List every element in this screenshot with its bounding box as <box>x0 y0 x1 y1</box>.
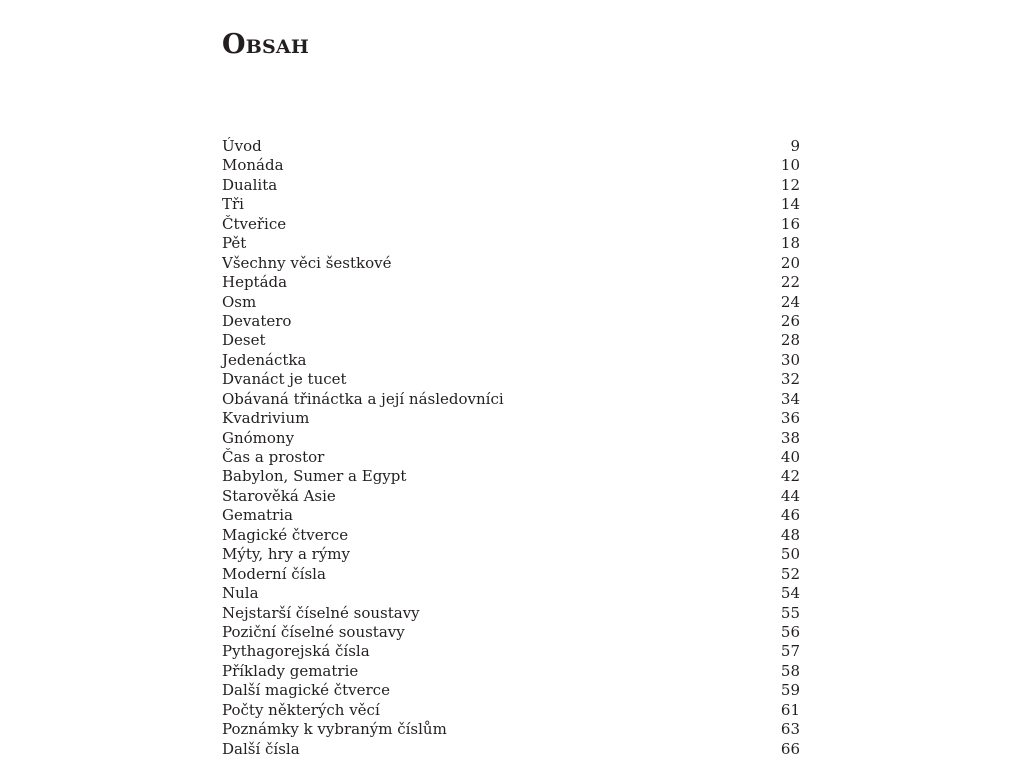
toc-entry-page-number: 28 <box>780 331 800 350</box>
toc-entry <box>222 312 800 331</box>
toc-entry <box>222 565 800 584</box>
toc-entry <box>222 545 800 564</box>
toc-entry-title: Čas a prostor <box>222 448 325 466</box>
toc-entry-title: Úvod <box>222 137 262 155</box>
toc-entry-page-number: 22 <box>780 273 800 292</box>
toc-entry-title: Nula <box>222 584 259 603</box>
toc-entry <box>222 662 800 681</box>
toc-entry-title: Osm <box>222 292 257 311</box>
toc-entry <box>222 370 800 389</box>
toc-entry-title: Kvadrivium <box>222 409 310 428</box>
toc-entry-title: Další magické čtverce <box>222 681 390 700</box>
toc-entry <box>222 681 800 700</box>
toc-entry-title: Pět <box>222 234 247 253</box>
toc-entry-page-number: 9 <box>790 137 800 155</box>
toc-entry <box>222 584 800 603</box>
toc-entry-page-number: 34 <box>780 389 800 408</box>
toc-entry-page-number: 38 <box>780 428 800 447</box>
table-of-contents <box>222 137 800 759</box>
toc-entry <box>222 351 800 370</box>
toc-entry-page-number: 40 <box>780 448 800 466</box>
toc-entry-title: Dualita <box>222 175 278 194</box>
toc-entry-title: Gematria <box>222 506 293 525</box>
toc-entry-page-number: 24 <box>780 292 800 311</box>
toc-entry <box>222 176 800 195</box>
toc-entry-title: Obávaná třináctka a její následovníci <box>222 389 504 408</box>
toc-entry-page-number: 58 <box>780 661 800 680</box>
toc-entry-page-number: 59 <box>780 681 800 700</box>
toc-entry-title: Babylon, Sumer a Egypt <box>222 467 407 486</box>
toc-entry-page-number: 54 <box>780 584 800 603</box>
toc-entry-page-number: 52 <box>780 564 800 583</box>
toc-entry <box>222 429 800 448</box>
toc-entry <box>222 740 800 759</box>
toc-entry <box>222 720 800 739</box>
toc-entry-page-number: 57 <box>780 642 800 661</box>
toc-entry <box>222 642 800 661</box>
toc-entry-title: Monáda <box>222 156 284 175</box>
toc-entry <box>222 604 800 623</box>
toc-entry-title: Čtveřice <box>222 214 287 233</box>
toc-entry-page-number: 61 <box>780 700 800 719</box>
toc-entry-title: Starověká Asie <box>222 486 336 505</box>
toc-entry-page-number: 42 <box>780 467 800 486</box>
toc-entry-page-number: 46 <box>780 506 800 525</box>
toc-entry <box>222 273 800 292</box>
toc-entry-page-number: 63 <box>780 720 800 739</box>
toc-entry <box>222 293 800 312</box>
toc-entry <box>222 506 800 525</box>
toc-entry-page-number: 55 <box>780 603 800 622</box>
toc-entry <box>222 390 800 409</box>
toc-entry-title: Devatero <box>222 311 292 330</box>
toc-entry-title: Počty některých věcí <box>222 700 380 719</box>
toc-entry <box>222 623 800 642</box>
toc-entry-page-number: 20 <box>780 253 800 272</box>
toc-entry-page-number: 16 <box>780 214 800 233</box>
toc-entry-page-number: 30 <box>780 350 800 369</box>
toc-entry-title: Příklady gematrie <box>222 661 359 680</box>
toc-entry-title: Mýty, hry a rýmy <box>222 545 351 564</box>
toc-entry-title: Deset <box>222 331 266 350</box>
toc-entry-page-number: 66 <box>780 739 800 758</box>
toc-entry <box>222 254 800 273</box>
toc-entry <box>222 487 800 506</box>
toc-entry <box>222 331 800 350</box>
toc-entry-page-number: 48 <box>780 525 800 544</box>
toc-entry-title: Dvanáct je tucet <box>222 370 347 389</box>
toc-entry <box>222 215 800 234</box>
toc-entry-title: Heptáda <box>222 273 288 292</box>
toc-entry-page-number: 50 <box>780 545 800 564</box>
toc-entry-title: Gnómony <box>222 428 295 447</box>
toc-entry-title: Jedenáctka <box>222 350 307 369</box>
page-title: Obsah <box>222 29 309 61</box>
toc-entry-page-number: 32 <box>780 370 800 389</box>
toc-entry <box>222 448 800 467</box>
toc-entry-page-number: 10 <box>780 156 800 175</box>
toc-entry <box>222 701 800 720</box>
toc-entry-title: Poziční číselné soustavy <box>222 622 405 641</box>
toc-entry-page-number: 26 <box>780 311 800 330</box>
toc-entry-title: Poznámky k vybraným číslům <box>222 720 447 739</box>
toc-entry-title: Další čísla <box>222 739 300 758</box>
toc-entry <box>222 137 800 156</box>
toc-entry <box>222 156 800 175</box>
toc-entry-title: Magické čtverce <box>222 525 349 544</box>
toc-entry-page-number: 18 <box>780 234 800 253</box>
toc-entry-title: Nejstarší číselné soustavy <box>222 603 420 622</box>
toc-entry <box>222 526 800 545</box>
toc-entry <box>222 234 800 253</box>
toc-entry-page-number: 12 <box>780 175 800 194</box>
toc-entry-title: Tři <box>222 195 244 214</box>
toc-entry <box>222 467 800 486</box>
toc-entry-page-number: 14 <box>780 195 800 214</box>
toc-entry-title: Všechny věci šestkové <box>222 253 392 272</box>
toc-entry-title: Pythagorejská čísla <box>222 642 370 661</box>
toc-entry-page-number: 36 <box>780 409 800 428</box>
toc-entry-page-number: 44 <box>780 486 800 505</box>
toc-entry-page-number: 56 <box>780 622 800 641</box>
toc-entry <box>222 195 800 214</box>
toc-entry-title: Moderní čísla <box>222 564 326 583</box>
toc-entry <box>222 409 800 428</box>
